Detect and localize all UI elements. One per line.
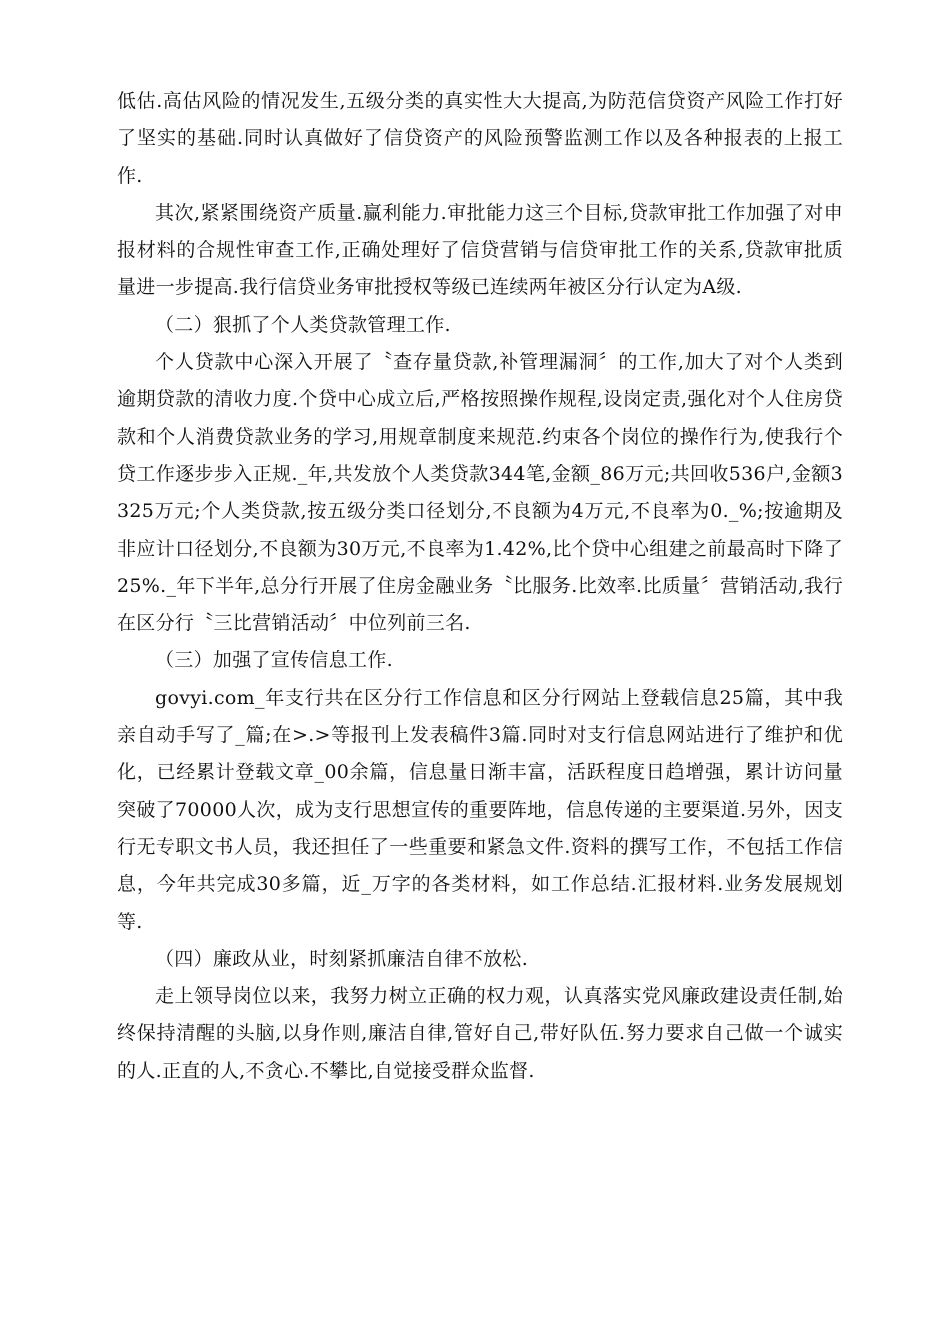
paragraph-personal-loans: 个人贷款中心深入开展了〝查存量贷款,补管理漏洞〞的工作,加大了对个人类到逾期贷款的清收力度.个贷中心成立后,严格按照操作规程,设岗定责,强化对个人住房贷款和个人消费贷款业务的学习,用规章制度来规范.约束各个岗位的操作行为,使我行个贷工作逐步步入正规._年,共发放个人类贷款344笔,金额_86万元;共回收536户,金额3325万元;个人类贷款,按五级分类口径划分,不良额为4万元,不良率为0._%;按逾期及非应计口径划分,不良额为30万元,不良率为1.42%,比个贷中心组建之前最高时下降了25%._年下半年,总分行开展了住房金融业务〝比服务.比效率.比质量〞营销活动,我行在区分行〝三比营销活动〞中位列前三名. xyxy=(117,351,843,635)
paragraph-risk-classification: 低估.高估风险的情况发生,五级分类的真实性大大提高,为防范信贷资产风险工作打好了坚实的基础.同时认真做好了信贷资产的风险预警监测工作以及各种报表的上报工作. xyxy=(117,90,843,187)
document-body xyxy=(117,83,843,1090)
paragraph-integrity: 走上领导岗位以来，我努力树立正确的权力观，认真落实党风廉政建设责任制,始终保持清醒的头脑,以身作则,廉洁自律,管好自己,带好队伍.努力要求自己做一个诚实的人.正直的人,不贪心.不攀比,自觉接受群众监督. xyxy=(117,985,843,1082)
paragraph-publicity: govyi.com_年支行共在区分行工作信息和区分行网站上登载信息25篇，其中我亲自动手写了_篇;在>.>等报刊上发表稿件3篇.同时对支行信息网站进行了维护和优化，已经累计登载文章_00余篇，信息量日渐丰富，活跃程度日趋增强，累计访问量突破了70000人次，成为支行思想宣传的重要阵地，信息传递的主要渠道.另外，因支行无专职文书人员，我还担任了一些重要和紧急文件.资料的撰写工作，不包括工作信息，今年共完成30多篇，近_万字的各类材料，如工作总结.汇报材料.业务发展规划等. xyxy=(117,686,843,933)
section-heading-publicity: （三）加强了宣传信息工作. xyxy=(155,649,393,672)
paragraph-loan-approval: 其次,紧紧围绕资产质量.赢利能力.审批能力这三个目标,贷款审批工作加强了对申报材料的合规性审查工作,正确处理好了信贷营销与信贷审批工作的关系,贷款审批质量进一步提高.我行信贷业务审批授权等级已连续两年被区分行认定为A级. xyxy=(117,201,843,299)
section-heading-personal-loans: （二）狠抓了个人类贷款管理工作. xyxy=(155,313,451,336)
section-heading-integrity: （四）廉政从业，时刻紧抓廉洁自律不放松. xyxy=(155,947,529,970)
